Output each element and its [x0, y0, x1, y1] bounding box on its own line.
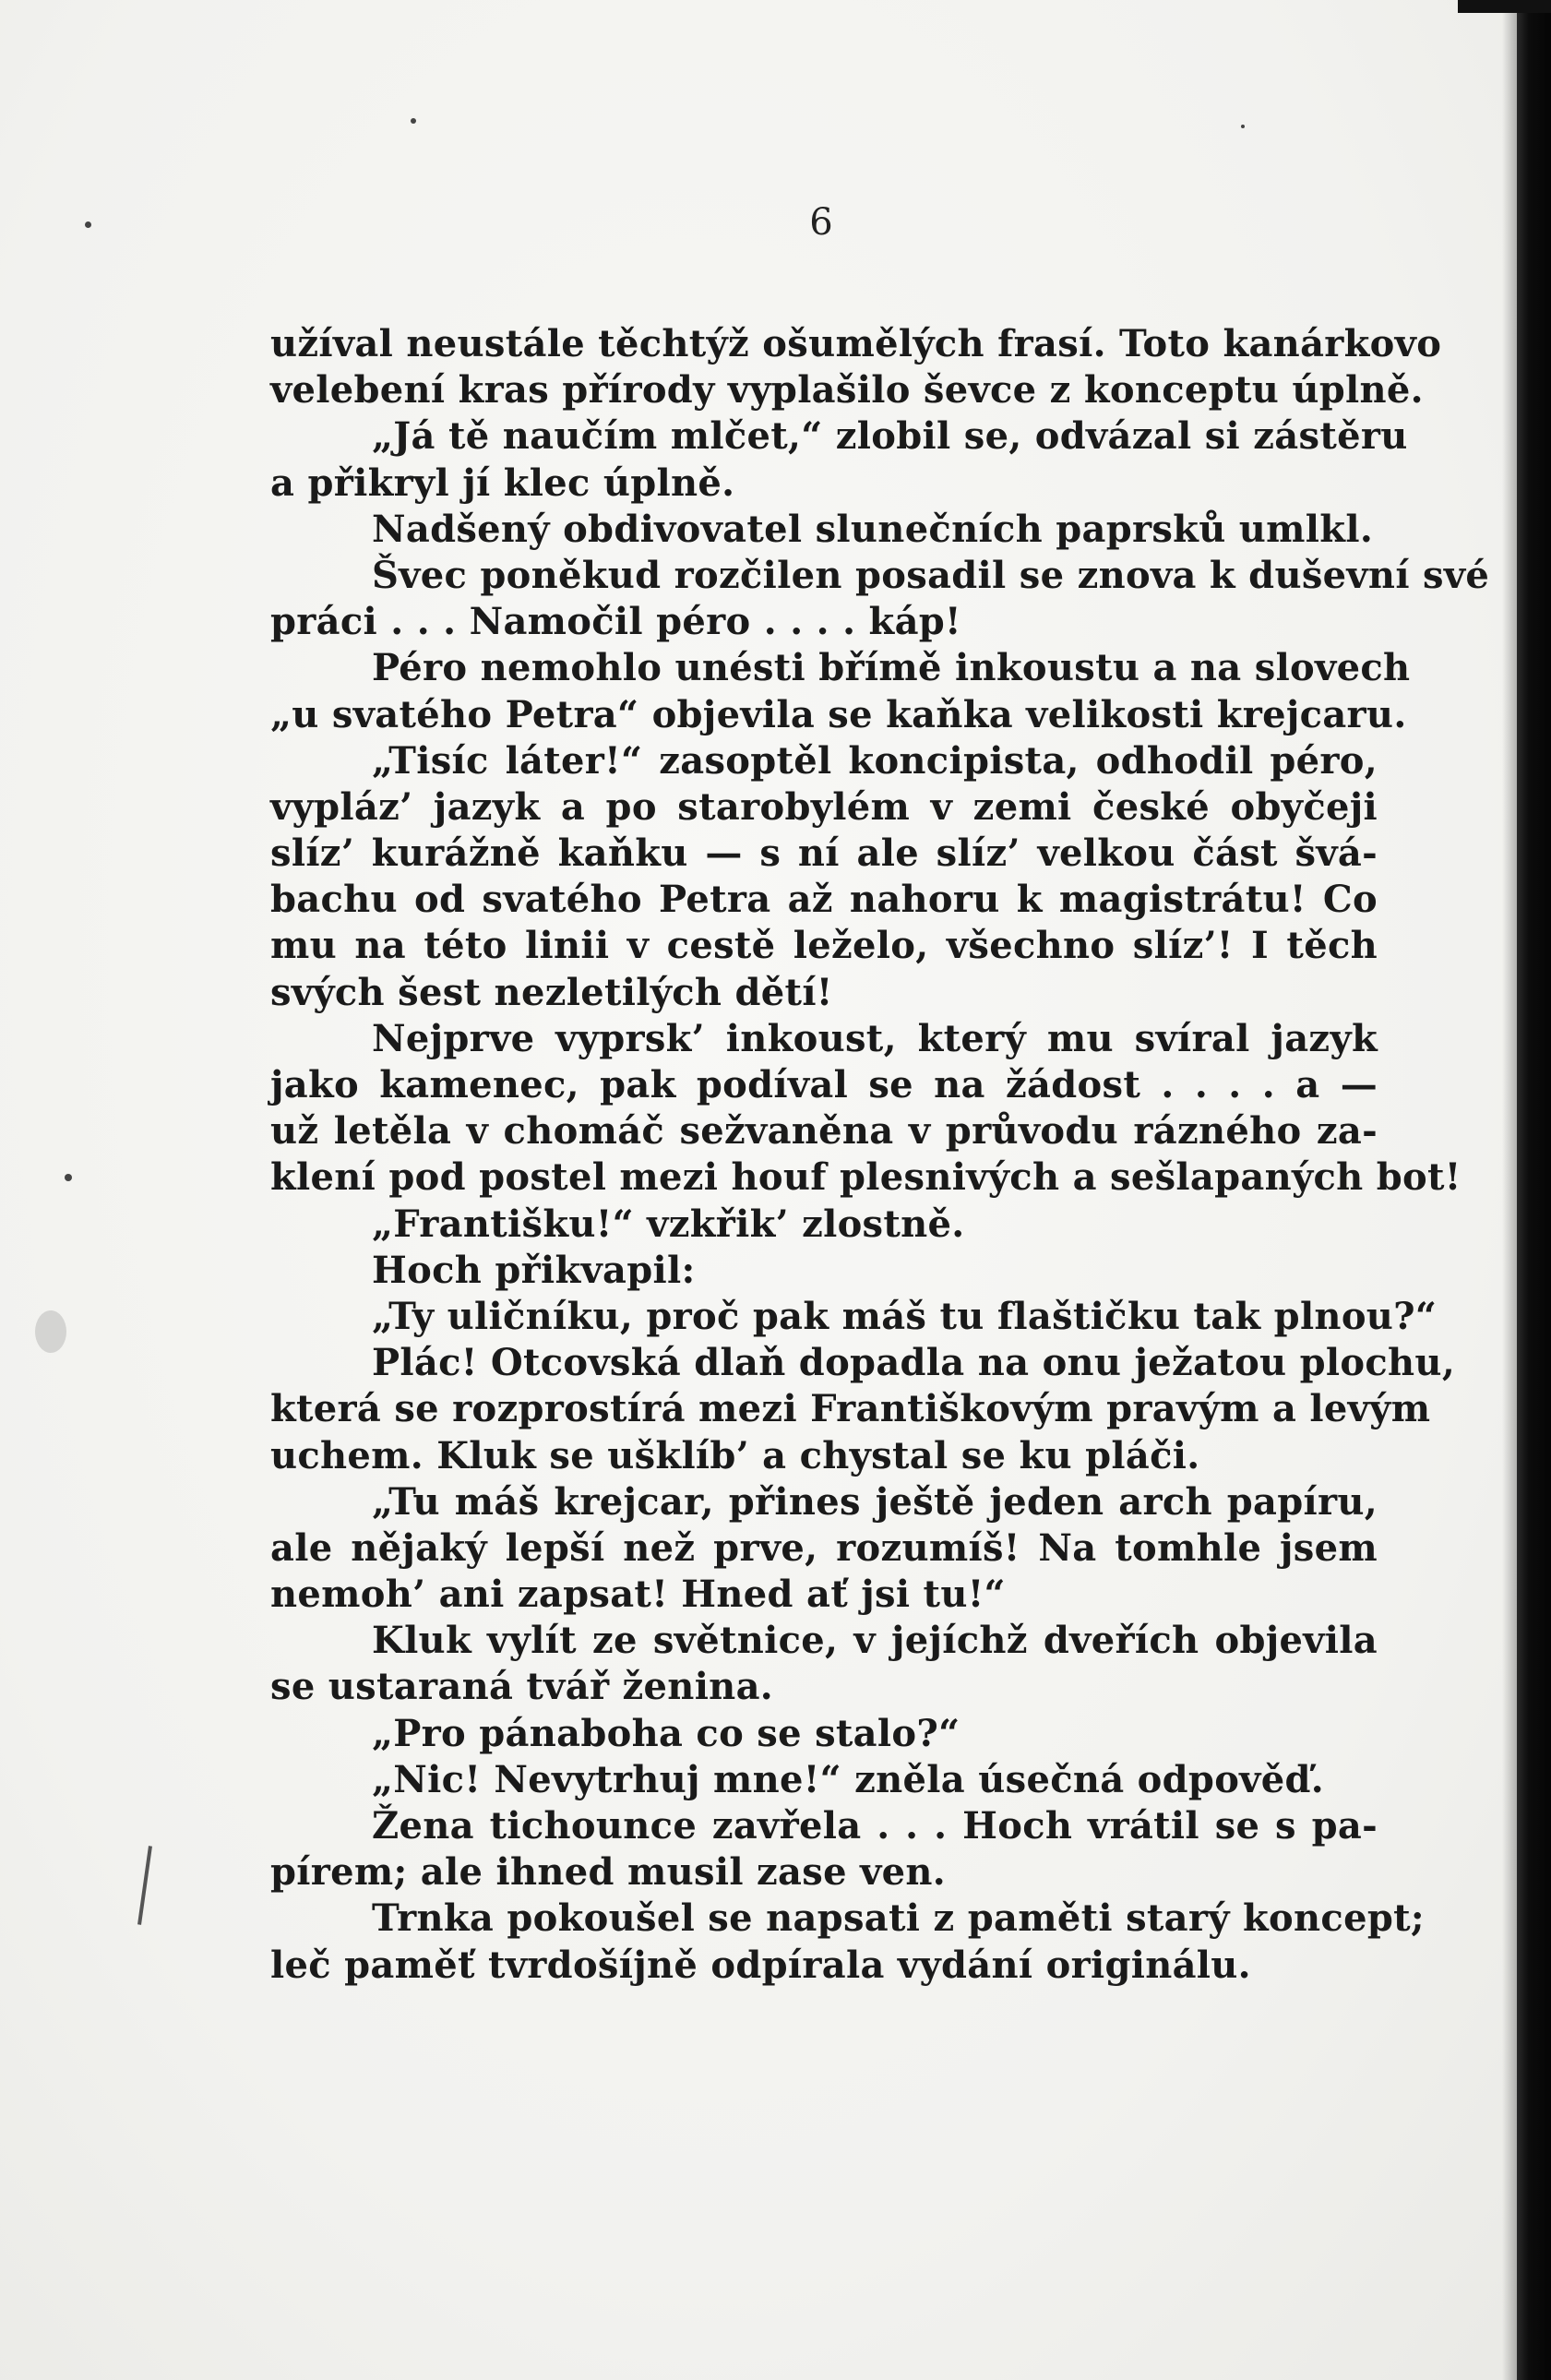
- text-line: „Tisíc láter!“ zasoptěl koncipista, odhodil péro,: [372, 738, 1378, 783]
- text-line: Kluk vylít ze světnice, v jejíchž dveřích objevila: [372, 1619, 1378, 1663]
- dust-speck: [65, 1174, 72, 1181]
- text-line: Hoch přikvapil:: [372, 1248, 696, 1292]
- text-line: práci . . . Namočil péro . . . . káp!: [270, 600, 961, 644]
- text-line: Péro nemohlo unésti břímě inkoustu a na slovech: [372, 646, 1411, 690]
- pencil-mark: [137, 1846, 152, 1925]
- text-line: mu na této linii v cestě leželo, všechno slíz’! I těch: [270, 924, 1378, 968]
- text-line: slíz’ kurážně kaňku — s ní ale slíz’ velkou část švá-: [270, 831, 1378, 876]
- text-line: Nadšený obdivovatel slunečních paprsků umlkl.: [372, 507, 1374, 551]
- text-line: už letěla v chomáč sežvaněna v průvodu rázného za-: [270, 1109, 1378, 1154]
- text-line: a přikryl jí klec úplně.: [270, 460, 735, 505]
- text-line: užíval neustále těchtýž ošumělých frasí. Toto kanárkovo: [270, 322, 1442, 365]
- text-line: Žena tichounce zavřela . . . Hoch vrátil se s pa-: [372, 1804, 1378, 1848]
- text-line: Plác! Otcovská dlaň dopadla na onu ježatou plochu,: [372, 1341, 1456, 1385]
- text-line: Švec poněkud rozčilen posadil se znova k duševní své: [372, 553, 1490, 597]
- text-line: Nejprve vyprsk’ inkoust, který mu svíral jazyk: [372, 1016, 1378, 1060]
- text-line: „Pro pánaboha co se stalo?“: [372, 1711, 960, 1755]
- text-line: uchem. Kluk se ušklíb’ a chystal se ku pláči.: [270, 1433, 1200, 1477]
- text-line: svých šest nezletilých dětí!: [270, 970, 833, 1014]
- text-line: „Já tě naučím mlčet,“ zlobil se, odvázal si zástěru: [372, 414, 1408, 459]
- text-line: „Nic! Nevytrhuj mne!“ zněla úsečná odpověď.: [372, 1757, 1324, 1801]
- text-line: „Tu máš krejcar, přines ještě jeden arch papíru,: [372, 1479, 1378, 1524]
- text-line: „Františku!“ vzkřik’ zlostně.: [372, 1202, 965, 1246]
- text-line: ale nějaký lepší než prve, rozumíš! Na tomhle jsem: [270, 1525, 1378, 1570]
- scan-border-top: [1458, 0, 1551, 13]
- text-line: bachu od svatého Petra až nahoru k magistrátu! Co: [270, 878, 1378, 922]
- text-line: „Ty uličníku, proč pak máš tu flaštičku tak plnou?“: [372, 1294, 1438, 1338]
- text-line: vypláz’ jazyk a po starobylém v zemi české obyčeji: [270, 784, 1378, 829]
- text-line: pírem; ale ihned musil zase ven.: [270, 1850, 946, 1895]
- dust-speck: [85, 221, 91, 228]
- scan-border: [1517, 0, 1551, 2380]
- text-line: leč paměť tvrdošíjně odpírala vydání originálu.: [270, 1943, 1251, 1987]
- page-shadow: [1502, 0, 1517, 2380]
- page-number: 6: [809, 201, 833, 244]
- dust-speck: [411, 118, 416, 124]
- text-line: jako kamenec, pak podíval se na žádost . . . . a —: [270, 1063, 1378, 1106]
- text-line: Trnka pokoušel se napsati z paměti starý koncept;: [372, 1896, 1425, 1941]
- text-line: velebení kras přírody vyplašilo ševce z konceptu úplně.: [270, 368, 1424, 413]
- text-line: „u svatého Petra“ objevila se kaňka velikosti krejcaru.: [270, 692, 1407, 736]
- text-line: se ustaraná tvář ženina.: [270, 1665, 774, 1709]
- stain: [35, 1310, 66, 1353]
- body-text: [270, 321, 1490, 1989]
- text-line: která se rozprostírá mezi Františkovým pravým a levým: [270, 1387, 1431, 1431]
- text-line: nemoh’ ani zapsat! Hned ať jsi tu!“: [270, 1573, 1006, 1617]
- dust-speck: [1241, 125, 1245, 128]
- text-line: klení pod postel mezi houf plesnivých a sešlapaných bot!: [270, 1155, 1462, 1200]
